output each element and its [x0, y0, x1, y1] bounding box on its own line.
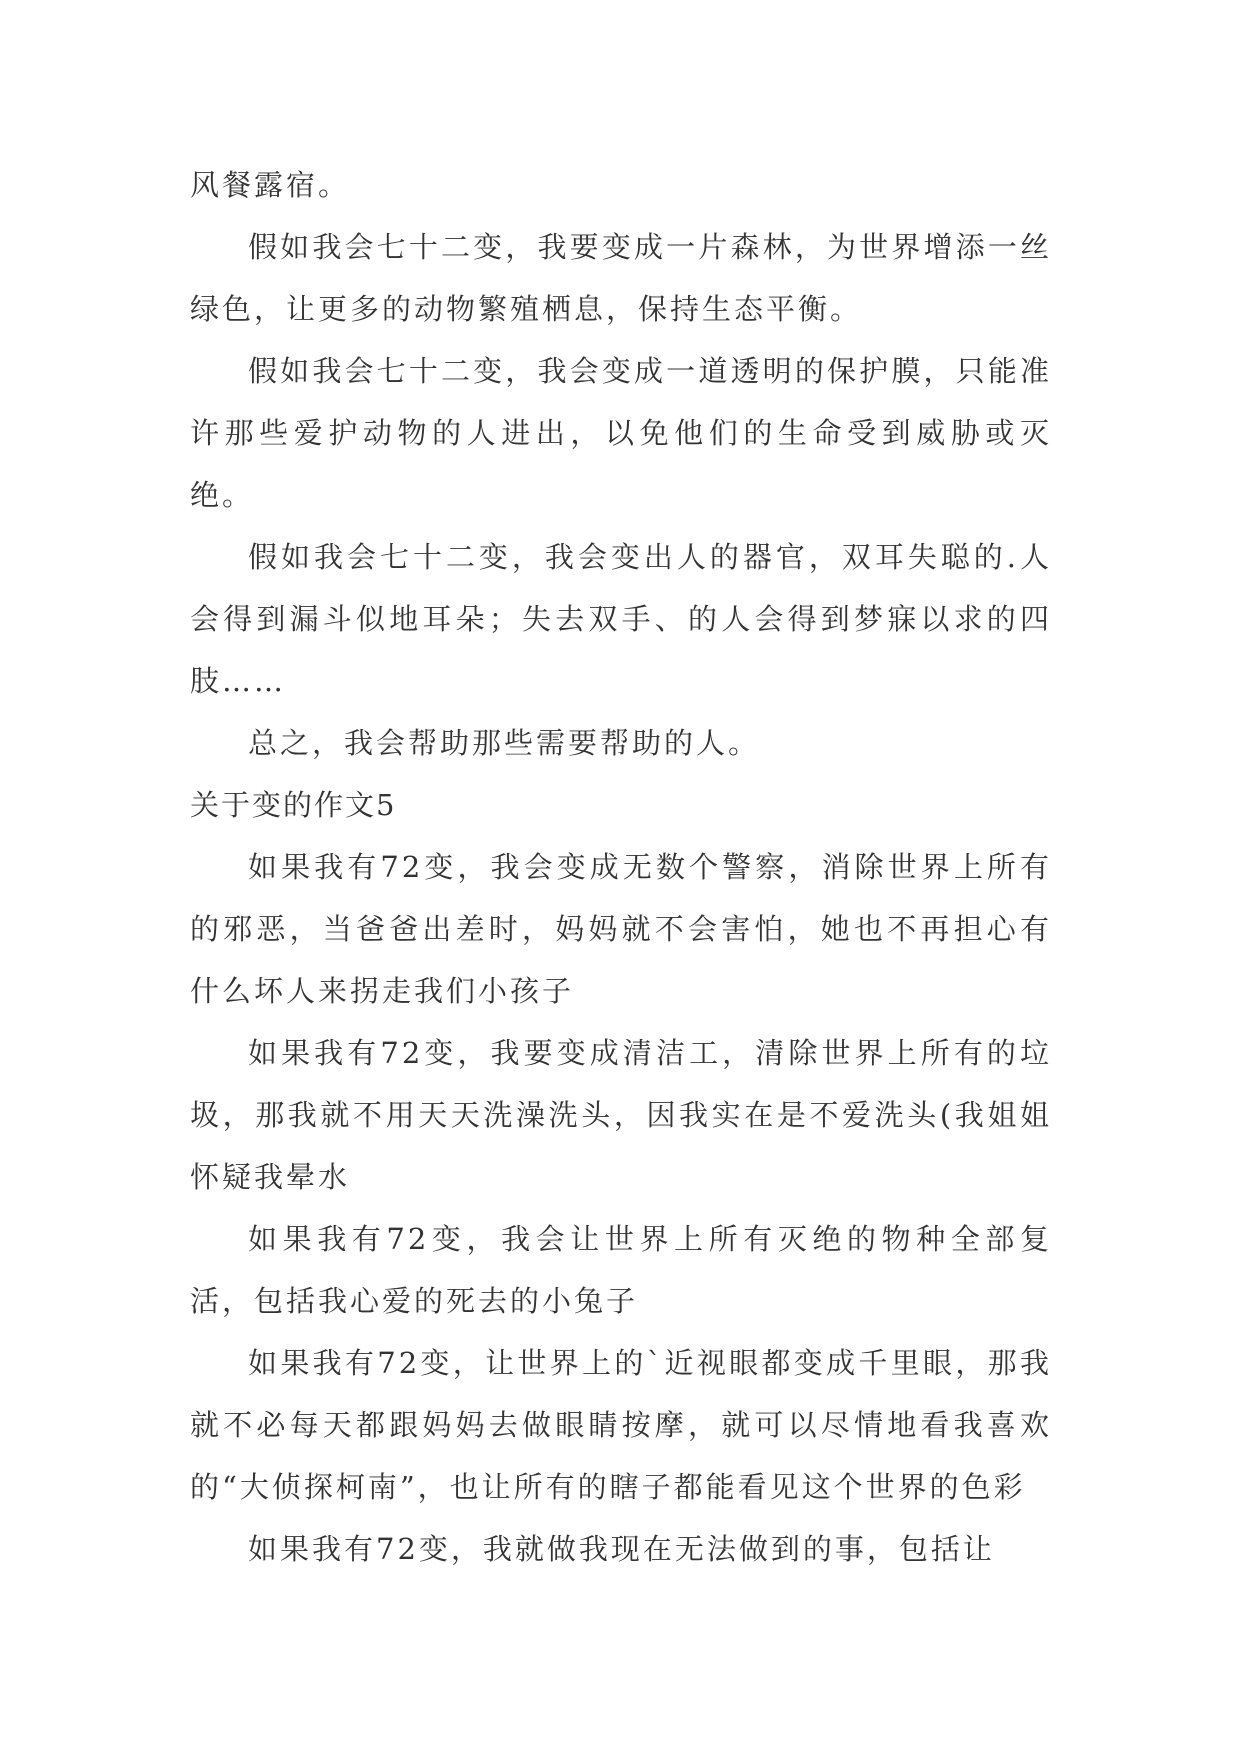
- paragraph-organs: 假如我会七十二变，我会变出人的器官，双耳失聪的.人会得到漏斗似地耳朵；失去双手、的人会得到梦寐以求的四肢……: [190, 540, 1052, 698]
- paragraph-eyesight: 如果我有72变，让世界上的`近视眼都变成千里眼，那我就不必每天都跟妈妈去做眼睛按摩，就可以尽情地看我喜欢的“大侦探柯南”，也让所有的瞎子都能看见这个世界的色彩: [190, 1346, 1052, 1504]
- section-heading: 关于变的作文5: [190, 788, 397, 822]
- paragraph-continuation: 风餐露宿。: [190, 168, 351, 202]
- paragraph-revive: 如果我有72变，我会让世界上所有灭绝的物种全部复活，包括我心爱的死去的小兔子: [190, 1222, 1052, 1318]
- document-body: [190, 154, 1052, 1580]
- paragraph-protective-film: 假如我会七十二变，我会变成一道透明的保护膜，只能准许那些爱护动物的人进出，以免他们的生命受到威胁或灭绝。: [190, 354, 1052, 512]
- paragraph-cleaner: 如果我有72变，我要变成清洁工，清除世界上所有的垃圾，那我就不用天天洗澡洗头，因我实在是不爱洗头(我姐姐怀疑我晕水: [190, 1036, 1052, 1194]
- paragraph-forest: 假如我会七十二变，我要变成一片森林，为世界增添一丝绿色，让更多的动物繁殖栖息，保持生态平衡。: [190, 230, 1052, 326]
- paragraph-police: 如果我有72变，我会变成无数个警察，消除世界上所有的邪恶，当爸爸出差时，妈妈就不会害怕，她也不再担心有什么坏人来拐走我们小孩子: [190, 850, 1052, 1008]
- paragraph-last: 如果我有72变，我就做我现在无法做到的事，包括让: [248, 1532, 995, 1566]
- paragraph-conclusion: 总之，我会帮助那些需要帮助的人。: [248, 726, 761, 760]
